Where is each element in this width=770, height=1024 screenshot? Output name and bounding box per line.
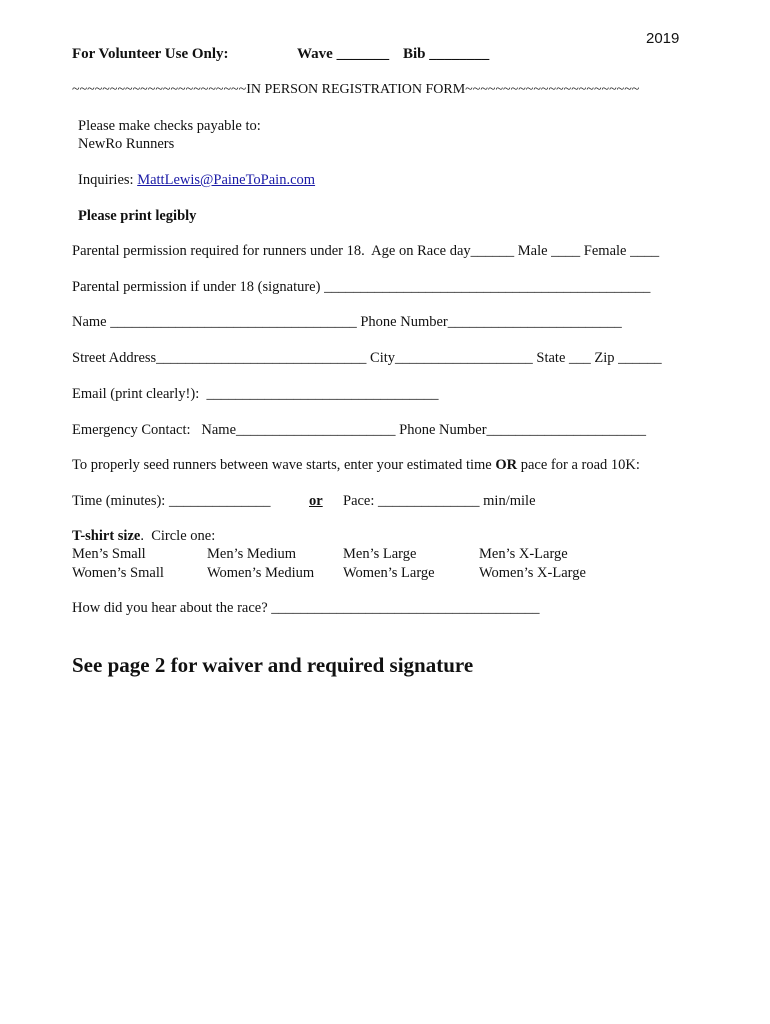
name-phone-line[interactable]: Name __________________________________ Phone Number________________________ bbox=[72, 314, 622, 330]
tshirt-heading bbox=[72, 527, 215, 545]
wave-field[interactable]: Wave _______ bbox=[297, 46, 390, 62]
tshirt-option[interactable]: Men’s Medium bbox=[207, 546, 297, 562]
emergency-contact-line[interactable]: Emergency Contact: Name______________________ Phone Number______________________ bbox=[72, 422, 647, 438]
pace-field[interactable]: Pace: ______________ min/mile bbox=[343, 493, 536, 509]
tshirt-option[interactable]: Women’s X-Large bbox=[479, 565, 586, 581]
tshirt-option[interactable]: Women’s Large bbox=[343, 565, 435, 581]
seed-instruction bbox=[72, 456, 640, 474]
form-title: ~~~~~~~~~~~~~~~~~~~~~~~IN PERSON REGISTRATION FORM~~~~~~~~~~~~~~~~~~~~~~~ bbox=[72, 82, 640, 97]
checks-payee: NewRo Runners bbox=[78, 136, 175, 152]
tshirt-option[interactable]: Men’s X-Large bbox=[479, 546, 568, 562]
time-field[interactable]: Time (minutes): ______________ bbox=[72, 493, 271, 509]
seed-or: OR bbox=[495, 457, 518, 473]
seed-text-after: pace for a road 10K: bbox=[517, 457, 640, 473]
permission-line[interactable]: Parental permission required for runners under 18. Age on Race day______ Male ____ Female ____ bbox=[72, 243, 660, 259]
bib-field[interactable]: Bib ________ bbox=[403, 46, 490, 62]
email-line[interactable]: Email (print clearly!): ________________________________ bbox=[72, 386, 439, 402]
tshirt-instruction: . Circle one: bbox=[140, 528, 216, 544]
tshirt-option[interactable]: Men’s Small bbox=[72, 546, 146, 562]
time-or-pace-separator: or bbox=[309, 493, 323, 509]
inquiries-label: Inquiries: bbox=[78, 172, 138, 188]
address-line[interactable]: Street Address_____________________________ City___________________ State ___ Zip ______ bbox=[72, 350, 662, 366]
inquiries-line bbox=[78, 171, 315, 189]
year-label: 2019 bbox=[646, 30, 680, 47]
hear-about-line[interactable]: How did you hear about the race? _____________________________________ bbox=[72, 600, 540, 616]
seed-text-before: To properly seed runners between wave starts, enter your estimated time bbox=[72, 457, 496, 473]
tshirt-option[interactable]: Women’s Medium bbox=[207, 565, 315, 581]
tshirt-option[interactable]: Men’s Large bbox=[343, 546, 417, 562]
checks-line: Please make checks payable to: bbox=[78, 118, 261, 134]
see-page-2-note: See page 2 for waiver and required signature bbox=[72, 653, 474, 677]
tshirt-label: T-shirt size bbox=[72, 528, 141, 544]
volunteer-label: For Volunteer Use Only: bbox=[72, 46, 229, 62]
inquiries-email-link[interactable]: MattLewis@PaineToPain.com bbox=[137, 172, 316, 188]
signature-line[interactable]: Parental permission if under 18 (signature) _____________________________________________ bbox=[72, 279, 651, 295]
print-note: Please print legibly bbox=[78, 208, 197, 224]
tshirt-option[interactable]: Women’s Small bbox=[72, 565, 164, 581]
